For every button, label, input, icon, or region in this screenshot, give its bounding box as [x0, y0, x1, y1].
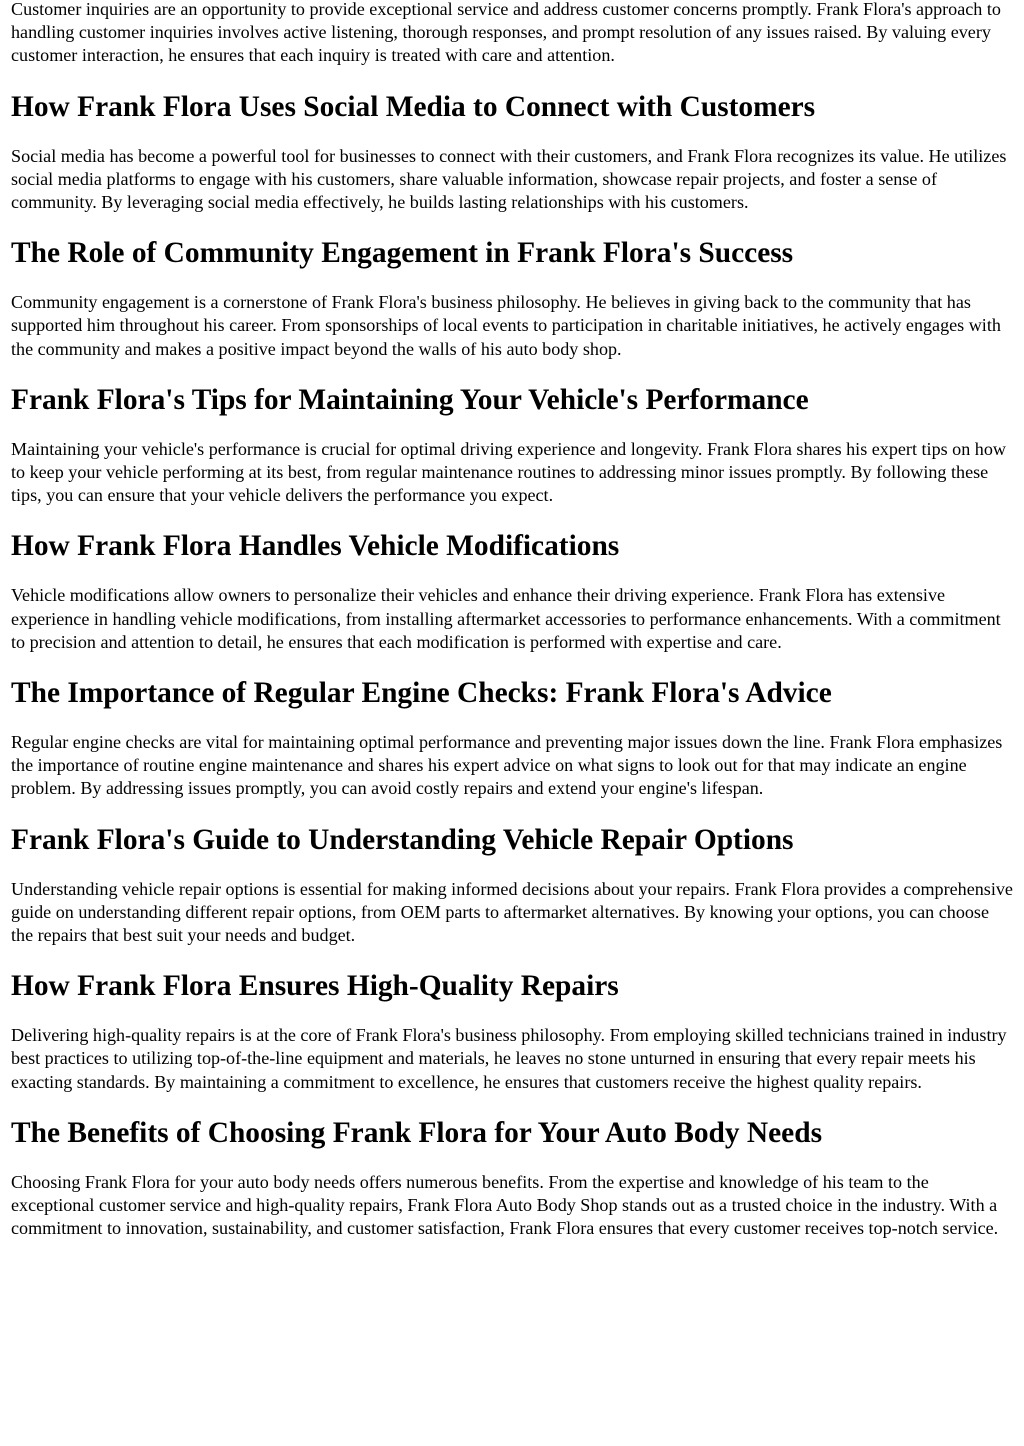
section-heading: The Role of Community Engagement in Frank Flora's Success — [11, 237, 794, 270]
section-social-media — [11, 90, 1014, 215]
section-paragraph: Understanding vehicle repair options is essential for making informed decisions about your repairs. Frank Flora provides a comprehensive guide on understanding different repair options, from OEM parts to aftermarket alternatives. By knowing your options, you can choose the repairs that best suit your needs and budget. — [11, 878, 1013, 946]
section-heading: How Frank Flora Handles Vehicle Modifications — [11, 530, 620, 563]
section-heading: The Benefits of Choosing Frank Flora for Your Auto Body Needs — [11, 1116, 823, 1149]
section-community-engagement — [11, 236, 1014, 361]
section-benefits — [11, 1116, 1014, 1241]
section-vehicle-performance — [11, 383, 1014, 508]
section-heading: Frank Flora's Guide to Understanding Vehicle Repair Options — [11, 823, 794, 856]
section-paragraph: Vehicle modifications allow owners to personalize their vehicles and enhance their driving experience. Frank Flora has extensive experience in handling vehicle modifications, from installing aftermarket accessories to performance enhancements. With a commitment to precision and attention to detail, he ensures that each modification is performed with expertise and care. — [11, 585, 1001, 652]
section-heading: Frank Flora's Tips for Maintaining Your Vehicle's Performance — [11, 383, 809, 416]
section-heading: How Frank Flora Uses Social Media to Connect with Customers — [11, 90, 816, 123]
section-paragraph: Delivering high-quality repairs is at the core of Frank Flora's business philosophy. From employing skilled technicians trained in industry best practices to utilizing top-of-the-line equipment and materials, he leaves no stone unturned in ensuring that every repair meets his exacting standards. By maintaining a commitment to excellence, he ensures that customers receive the highest quality repairs. — [11, 1025, 1007, 1092]
section-repair-options — [11, 823, 1014, 948]
intro-paragraph: Customer inquiries are an opportunity to provide exceptional service and address customer concerns promptly. Frank Flora's approach to handling customer inquiries involves active listening, thorough responses, and prompt resolution of any issues raised. By valuing every customer interaction, he ensures that each inquiry is treated with care and attention. — [11, 0, 1001, 66]
section-heading: How Frank Flora Ensures High-Quality Repairs — [11, 970, 619, 1003]
section-high-quality-repairs — [11, 969, 1014, 1094]
section-paragraph: Social media has become a powerful tool for businesses to connect with their customers, and Frank Flora recognizes its value. He utilizes social media platforms to engage with his customers, share valuable information, showcase repair projects, and foster a sense of community. By leveraging social media effectively, he builds lasting relationships with his customers. — [11, 145, 1007, 213]
section-paragraph: Community engagement is a cornerstone of Frank Flora's business philosophy. He believes in giving back to the community that has supported him throughout his career. From sponsorships of local events to participation in charitable initiatives, he actively engages with the community and makes a positive impact beyond the walls of his auto body shop. — [11, 292, 1001, 359]
section-heading: The Importance of Regular Engine Checks: Frank Flora's Advice — [11, 677, 832, 710]
section-paragraph: Choosing Frank Flora for your auto body needs offers numerous benefits. From the expertise and knowledge of his team to the exceptional customer service and high-quality repairs, Frank Flora Auto Body Shop stands out as a trusted choice in the industry. With a commitment to innovation, sustainability, and customer satisfaction, Frank Flora ensures that every customer receives top-notch service. — [11, 1171, 999, 1239]
section-vehicle-modifications — [11, 529, 1014, 654]
section-paragraph: Maintaining your vehicle's performance is crucial for optimal driving experience and longevity. Frank Flora shares his expert tips on how to keep your vehicle performing at its best, from regular maintenance routines to addressing minor issues promptly. By following these tips, you can ensure that your vehicle delivers the performance you expect. — [11, 438, 1006, 506]
section-paragraph: Regular engine checks are vital for maintaining optimal performance and preventing major issues down the line. Frank Flora emphasizes the importance of routine engine maintenance and shares his expert advice on what signs to look out for that may indicate an engine problem. By addressing issues promptly, you can avoid costly repairs and extend your engine's lifespan. — [11, 732, 1003, 799]
section-engine-checks — [11, 676, 1014, 801]
